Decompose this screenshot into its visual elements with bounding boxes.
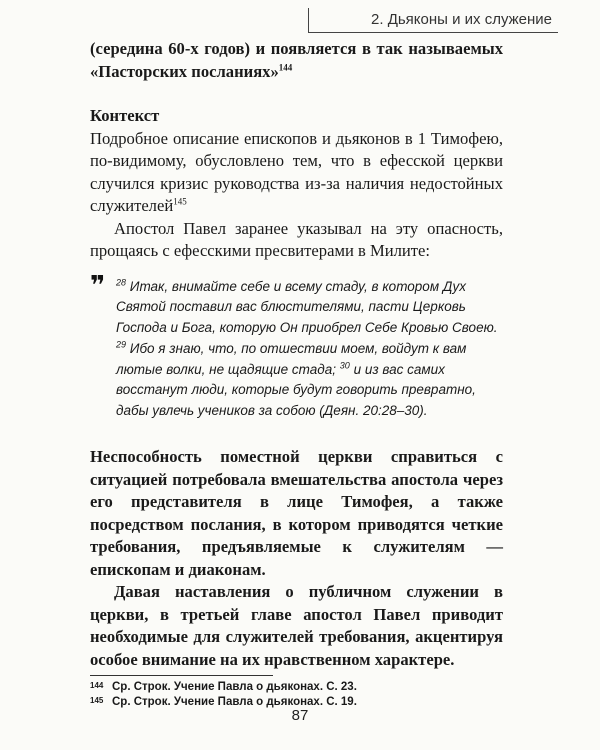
quote-mark-icon: ❞: [90, 270, 106, 301]
footnote-text: Ср. Строк. Учение Павла о дьяконах. С. 19.: [112, 695, 357, 708]
footnote-rule: [90, 675, 273, 676]
verse-number: 29: [116, 339, 127, 350]
page-body: [90, 38, 503, 671]
verse-text: Итак, внимайте себе и всему стаду, в котором Дух Святой поставил вас блюстителями, пасти Церковь Господа и Бога, которую Он приобрел Себе Кровью Своею.: [116, 278, 498, 336]
verse-number: 30: [339, 360, 350, 371]
footnote-ref-145: 145: [173, 196, 187, 207]
footnote-ref-144: 144: [278, 61, 293, 72]
header-vertical-rule: [308, 8, 309, 33]
header-rule: [308, 32, 558, 33]
verse-text: Ибо я знаю, что, по отшествии моем, войдут к вам лютые волки, не щадящие стада;: [116, 340, 467, 377]
paragraph-4: Неспособность поместной церкви справиться с ситуацией потребовала вмешательства апостола через его представителя в лице Тимофея, а также посредством послания, в котором приводятся четкие требования, предъявляемые к служителям — епископам и диаконам.: [90, 447, 503, 579]
scripture-quote: [90, 270, 503, 423]
section-title: Контекст: [90, 106, 160, 125]
quote-text: [116, 277, 503, 423]
footnote-item: [90, 680, 503, 695]
paragraph-2-text: Подробное описание епископов и дьяконов в 1 Тимофею, по-видимому, обусловлено тем, что в ефесской церкви случился кризис руководства из-за наличия недостойных служителей: [90, 128, 503, 215]
paragraph-5: Давая наставления о публичном служении в церкви, в третьей главе апостол Павел приводит необходимые для служителей требования, акцентируя особое внимание на их нравственном характере.: [90, 582, 503, 669]
footnotes: [90, 675, 503, 709]
footnote-text: Ср. Строк. Учение Павла о дьяконах. С. 23.: [112, 681, 357, 693]
paragraph-2: [90, 128, 503, 218]
running-title: 2. Дьяконы и их служение: [371, 11, 552, 28]
verse-number: 28: [116, 277, 127, 287]
footnote-number: 145: [90, 695, 104, 705]
paragraph-3: Апостол Павел заранее указывал на эту опасность, прощаясь с ефесскими пресвитерами в Милите:: [90, 218, 503, 260]
page-number: 87: [291, 707, 309, 724]
footnote-number: 144: [90, 681, 104, 690]
verse-text: и из вас самих восстанут люди, которые будут говорить превратно, дабы увлечь учеников за собою (Деян. 20:28–30).: [116, 361, 476, 419]
paragraph-1-text: (середина 60-х годов) и появляется в так называемых «Пасторских посланиях»: [90, 39, 503, 81]
paragraph-1: [90, 38, 503, 83]
running-header: [308, 8, 558, 30]
